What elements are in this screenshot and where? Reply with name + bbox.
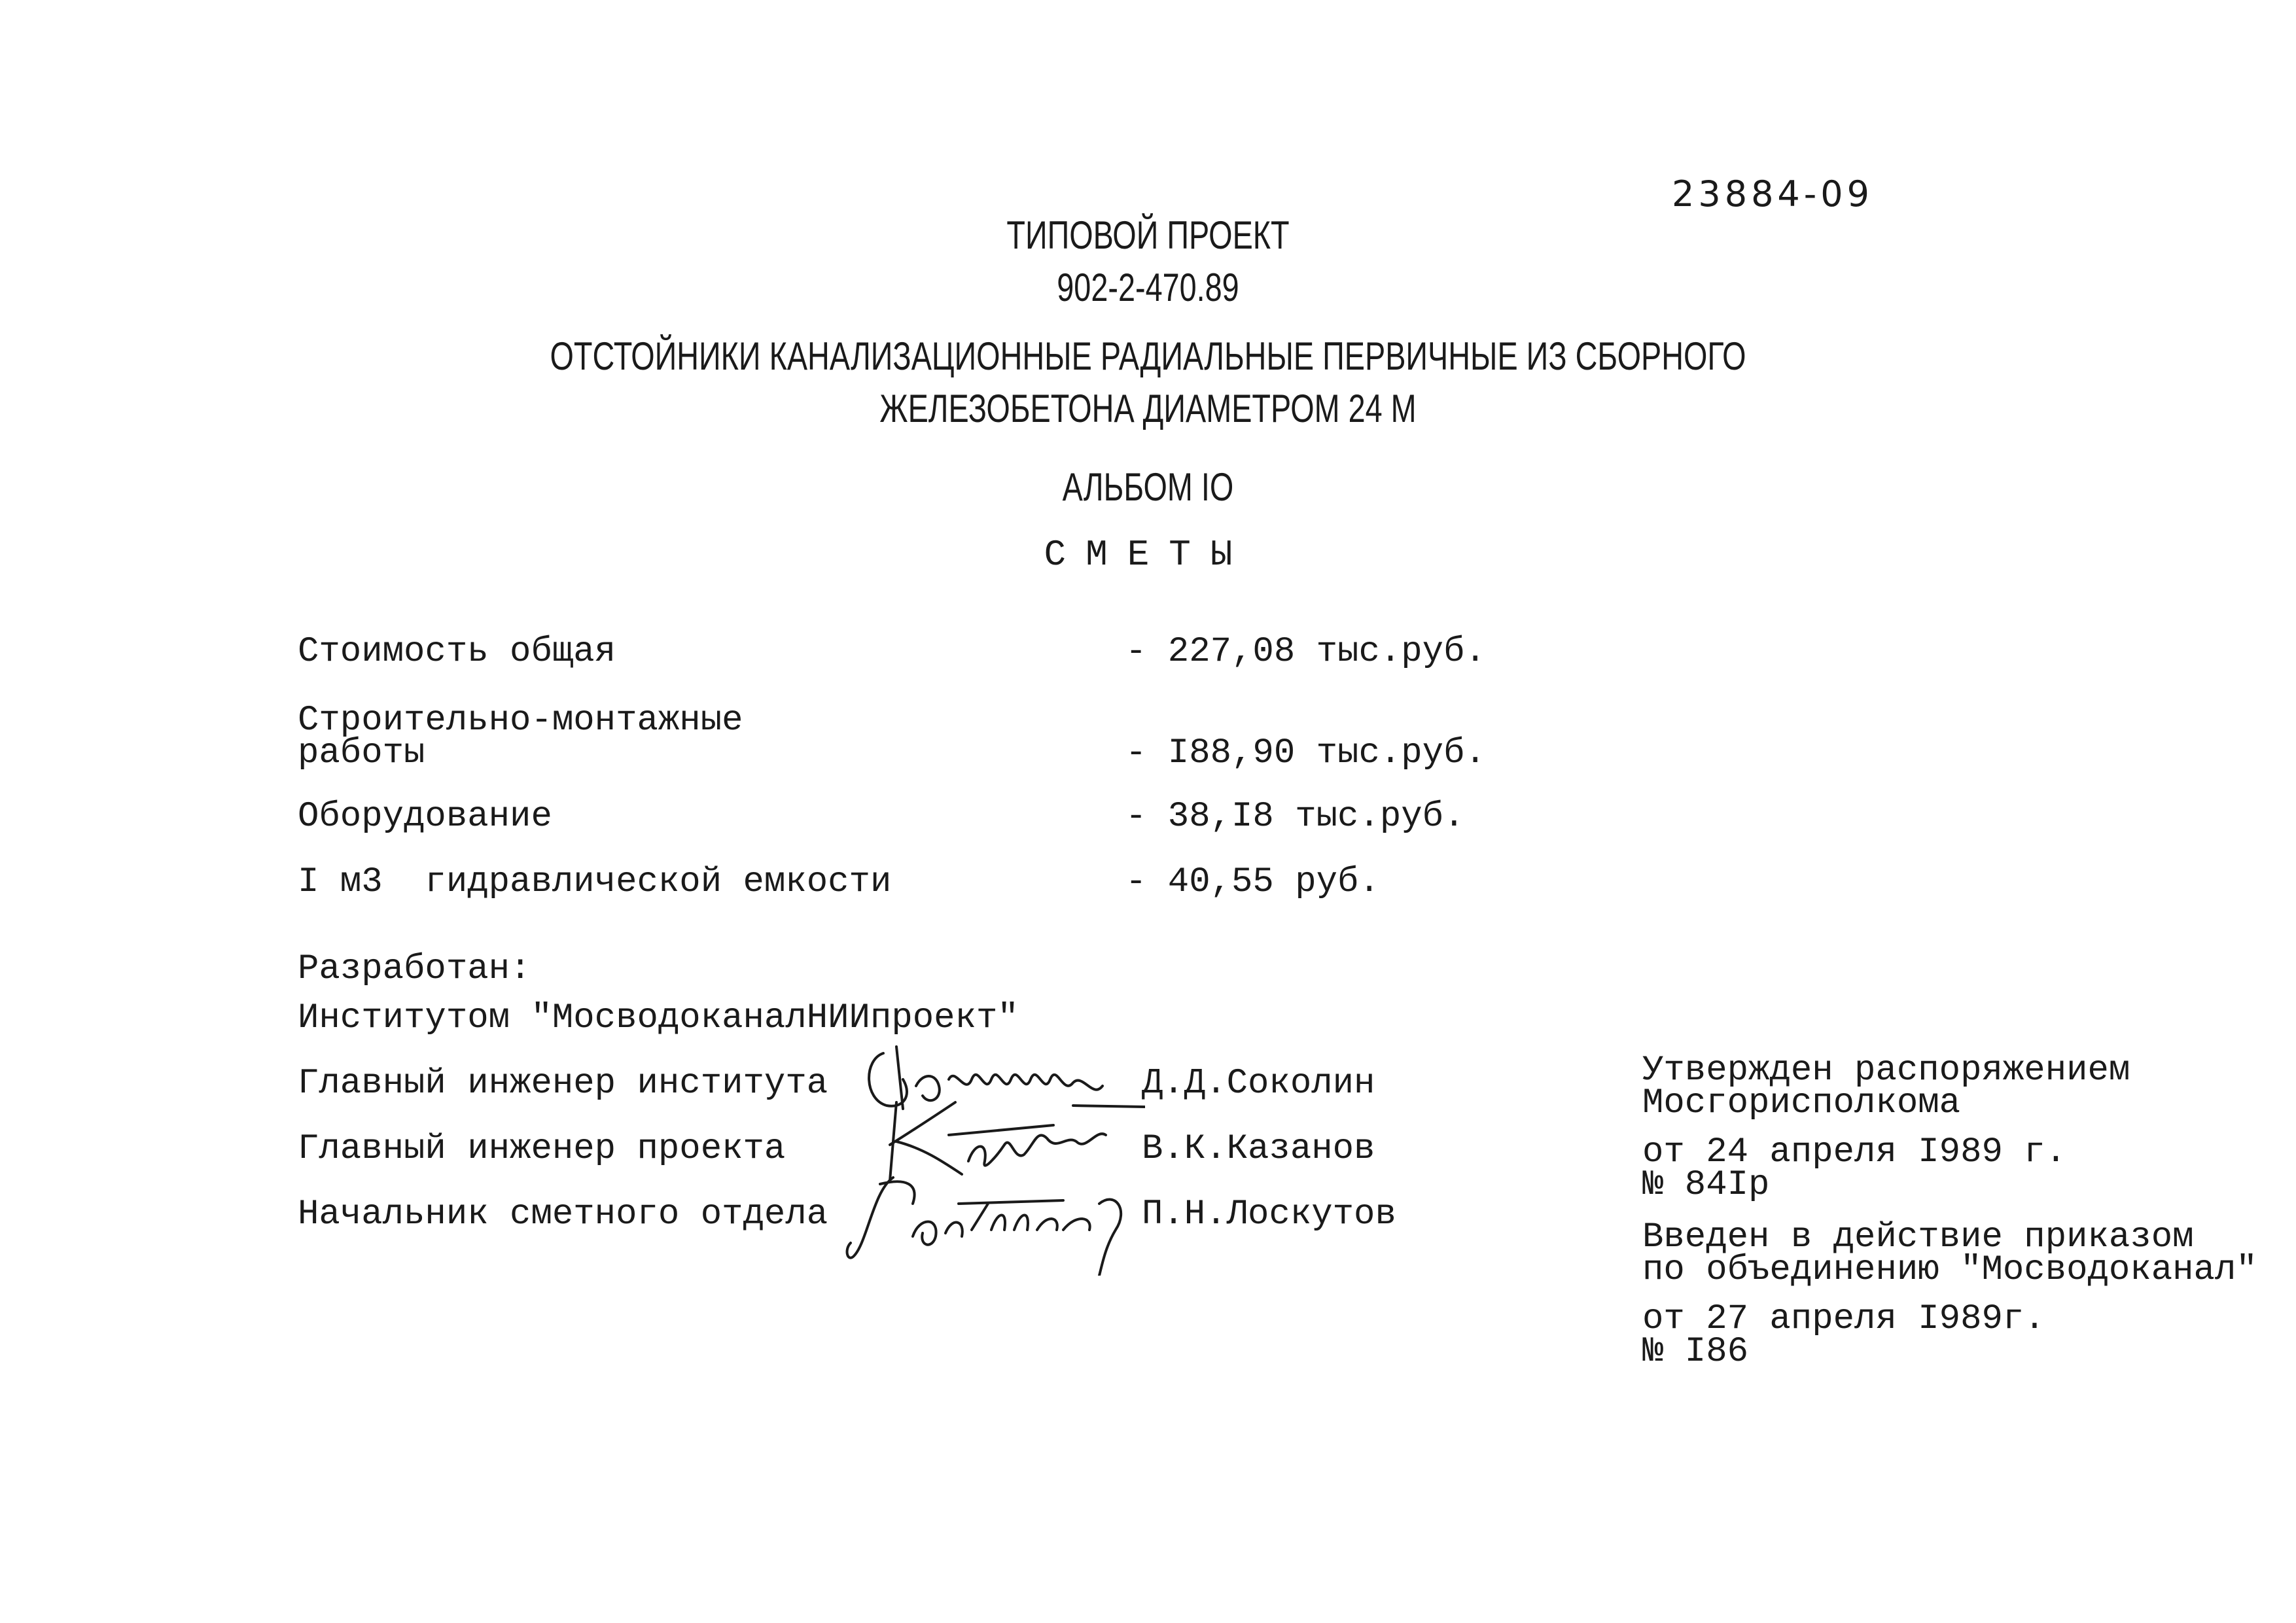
cost-label-per-m3: I м3 гидравлической емкости — [298, 862, 892, 902]
enactment-number: № I86 — [1642, 1332, 1749, 1372]
heading-album: АЛЬБОМ IО — [1062, 465, 1234, 509]
cost-value-total: - 227,08 тыс.руб. — [1125, 632, 1486, 672]
signatory-name-loskutov: П.Н.Лоскутов — [1142, 1195, 1396, 1234]
enactment-date: от 27 апреля I989г. — [1642, 1299, 2045, 1339]
document-number: 23884-09 — [1672, 173, 1873, 215]
cost-label-construction-line2: работы — [298, 733, 425, 773]
signatory-name-kazanov: В.К.Казанов — [1142, 1129, 1375, 1169]
approval-date: от 24 апреля I989 г. — [1642, 1132, 2067, 1172]
enactment-line1: Введен в действие приказом — [1642, 1217, 2194, 1257]
heading-project-code: 902-2-470.89 — [1057, 266, 1239, 309]
signatory-role-chief-engineer-institute: Главный инженер института — [298, 1064, 828, 1104]
developer-institute: Институтом "МосводоканалНИИпроект" — [298, 998, 1019, 1038]
cost-label-construction-line1: Строительно-монтажные — [298, 701, 743, 741]
heading-title-line2: ЖЕЛЕЗОБЕТОНА ДИАМЕТРОМ 24 М — [879, 387, 1417, 430]
cost-value-equipment: - 38,I8 тыс.руб. — [1125, 797, 1465, 837]
developer-label: Разработан: — [298, 949, 531, 989]
signature-loskutov — [841, 1164, 1155, 1276]
enactment-line2: по объединению "Мосводоканал" — [1642, 1250, 2257, 1290]
approval-line1: Утвержден распоряжением — [1642, 1051, 2130, 1091]
signatory-role-head-estimate-dept: Начальник сметного отдела — [298, 1195, 828, 1234]
cost-label-total: Стоимость общая — [298, 632, 616, 672]
approval-line2: Мосгорисполкома — [1642, 1083, 1961, 1123]
approval-number: № 84Iр — [1642, 1165, 1770, 1205]
cost-value-construction: - I88,90 тыс.руб. — [1125, 733, 1486, 773]
heading-section: СМЕТЫ — [1044, 534, 1252, 576]
heading-title-line1: ОТСТОЙНИКИ КАНАЛИЗАЦИОННЫЕ РАДИАЛЬНЫЕ ПЕРВИЧНЫЕ ИЗ СБОРНОГО — [550, 334, 1746, 378]
signatory-role-chief-engineer-project: Главный инженер проекта — [298, 1129, 786, 1169]
cost-value-per-m3: - 40,55 руб. — [1125, 862, 1380, 902]
heading-type-project: ТИПОВОЙ ПРОЕКТ — [1006, 213, 1290, 257]
signatory-name-sokolin: Д.Д.Соколин — [1142, 1064, 1375, 1104]
cost-label-equipment: Оборудование — [298, 797, 552, 837]
